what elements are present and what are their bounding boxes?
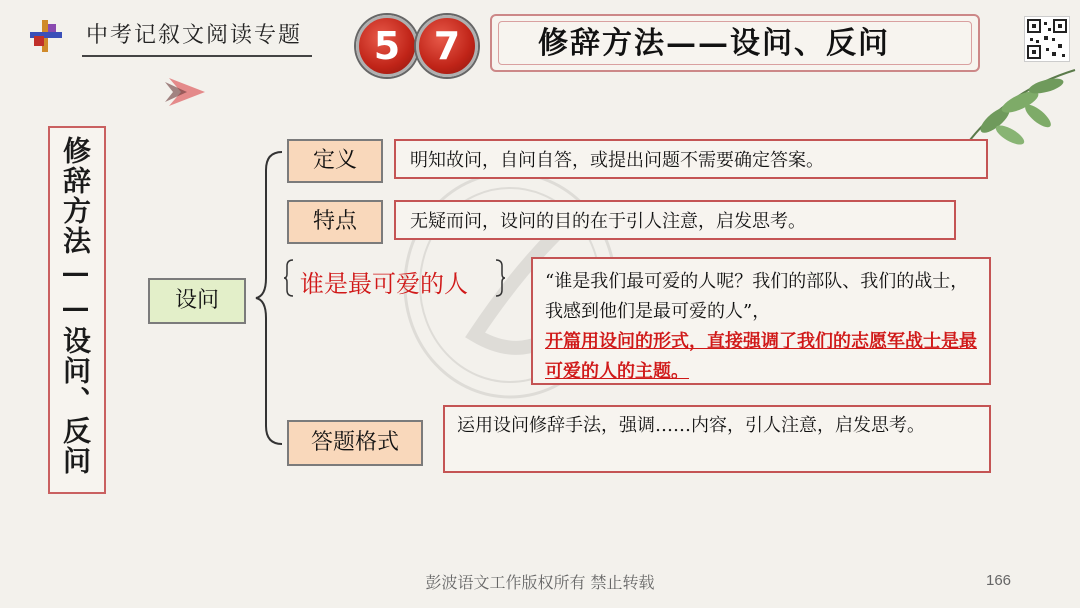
- arrow-decoration-icon: [165, 74, 209, 110]
- example-left-bracket: [283, 258, 295, 298]
- example-analysis: 开篇用设问的形式，直接强调了我们的志愿军战士是最可爱的人的主题。: [545, 331, 977, 382]
- chapter-number-badge: 5: [356, 15, 418, 77]
- definition-label: 定义: [287, 139, 383, 183]
- definition-text: 明知故问，自问自答，或提出问题不需要确定答案。: [394, 139, 988, 179]
- feature-label: 特点: [287, 200, 383, 244]
- feature-text: 无疑而问，设问的目的在于引人注意，启发思考。: [394, 200, 956, 240]
- example-right-bracket: [494, 258, 506, 298]
- main-concept-label: 设问: [148, 278, 246, 324]
- example-title: 谁是最可爱的人: [300, 270, 468, 298]
- topic-title: 修辞方法——设问、反问: [538, 26, 890, 61]
- answer-format-text: 运用设问修辞手法，强调……内容，引人注意，启发思考。: [443, 405, 991, 473]
- footer-copyright: 彭波语文工作版权所有 禁止转载: [425, 573, 655, 592]
- answer-format-label: 答题格式: [287, 420, 423, 466]
- page-number: 166: [986, 572, 1012, 589]
- example-box: [531, 257, 991, 385]
- main-brace: [254, 150, 284, 446]
- lesson-number-badge: 7: [416, 15, 478, 77]
- logo-cross-icon: [28, 18, 64, 54]
- vertical-title: 修辞方法——设问、反问: [59, 136, 92, 476]
- example-quote: “谁是我们最可爱的人呢？我们的部队、我们的战士，我感到他们是最可爱的人”，: [545, 271, 969, 322]
- series-title: 中考记叙文阅读专题: [86, 23, 303, 48]
- series-underline: [82, 55, 312, 57]
